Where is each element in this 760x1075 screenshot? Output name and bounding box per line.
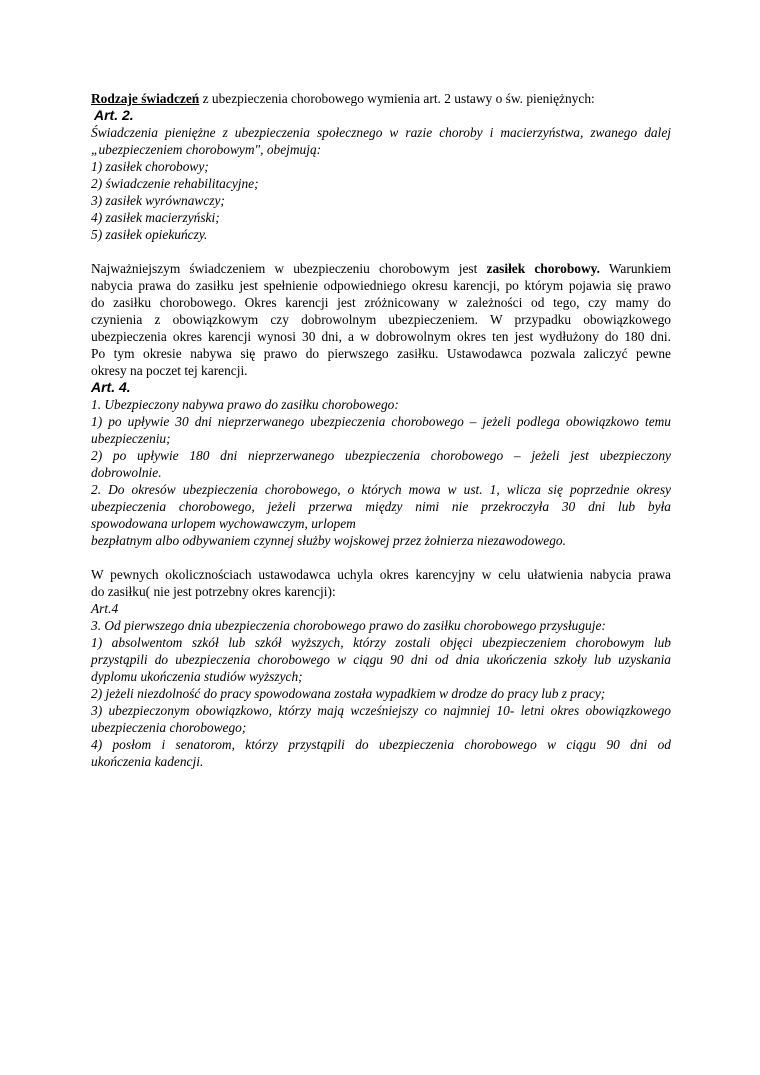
art4b-line: 4) posłom i senatorom, którzy przystąpili do ubezpieczenia chorobowego w ciągu 90 dni od [91, 737, 671, 752]
para1-line: Po tym okresie nabywa się prawo do pierwszego zasiłku. Ustawodawca pozwala zaliczyć pewne [91, 346, 671, 361]
para1-line: do zasiłku chorobowego. Okres karencji jest zróżnicowany w zależności od tego, czy mamy do [91, 295, 671, 310]
para1-line: okresy na poczet tej karencji. [91, 363, 248, 378]
art4b-line: ubezpieczenia chorobowego; [91, 720, 247, 735]
para1-text-c: Warunkiem [599, 261, 671, 276]
art4b-line: 2) jeżeli niezdolność do pracy spowodowana została wypadkiem w drodze do pracy lub z pracy; [91, 686, 606, 701]
art4b-line: 3. Od pierwszego dnia ubezpieczenia chorobowego prawo do zasiłku chorobowego przysługuje: [91, 618, 606, 633]
art4-heading: Art. 4. [91, 379, 131, 395]
para1-line: ubezpieczenia okres karencji wynosi 30 dni, a w dobrowolnym okres ten jest wydłużony do 180 dni. [91, 329, 671, 344]
art2-line: 5) zasiłek opiekuńczy. [91, 227, 208, 242]
art4b-line: 1) absolwentom szkół lub szkół wyższych, którzy zostali objęci ubezpieczeniem chorobowym lub [91, 635, 671, 650]
art4b-line: 3) ubezpieczonym obowiązkowo, którzy mają wcześniejszy co najmniej 10- letni okres obowiązkowego [91, 703, 671, 718]
art4-line: 1. Ubezpieczony nabywa prawo do zasiłku chorobowego: [91, 397, 399, 412]
intro-rest: z ubezpieczenia chorobowego wymienia art. 2 ustawy o św. pieniężnych: [199, 91, 595, 106]
para1-text-a: Najważniejszym świadczeniem w ubezpieczeniu chorobowym jest [91, 261, 487, 276]
art4-line: 2. Do okresów ubezpieczenia chorobowego, o których mowa w ust. 1, wlicza się poprzednie okresy [91, 482, 671, 497]
para1-line: czynienia z obowiązkowym czy dobrowolnym ubezpieczeniem. W przypadku obowiązkowego [91, 312, 671, 327]
art2-line: 4) zasiłek macierzyński; [91, 210, 220, 225]
art2-line: 1) zasiłek chorobowy; [91, 159, 209, 174]
intro-line [91, 90, 671, 107]
para1-bold: zasiłek chorobowy. [486, 261, 600, 276]
para1-line [91, 260, 671, 277]
spacer [91, 549, 671, 566]
art4-line: ubezpieczenia chorobowego, jeżeli przerwa między nimi nie przekroczyła 30 dni lub była [91, 499, 671, 514]
art2-line: 2) świadczenie rehabilitacyjne; [91, 176, 259, 191]
spacer [91, 243, 671, 260]
art4-line: dobrowolnie. [91, 465, 162, 480]
art4-line: spowodowana urlopem wychowawczym, urlopem [91, 516, 356, 531]
para2-line: W pewnych okolicznościach ustawodawca uchyla okres karencyjny w celu ułatwienia nabycia prawa [91, 567, 671, 582]
para1-line: nabycia prawa do zasiłku jest spełnienie odpowiedniego okresu karencji, po którym pojawia się prawo [91, 278, 671, 293]
art4-line: bezpłatnym albo odbywaniem czynnej służby wojskowej przez żołnierza niezawodowego. [91, 533, 566, 548]
document-body [91, 90, 671, 770]
art2-line: Świadczenia pieniężne z ubezpieczenia społecznego w razie choroby i macierzyństwa, zwanego dalej [91, 125, 671, 140]
art4b-line: przystąpili do ubezpieczenia chorobowego w ciągu 90 dni od dnia ukończenia szkoły lub uzyskania [91, 652, 671, 667]
intro-lead: Rodzaje świadczeń [91, 91, 200, 106]
art4b-line: dyplomu ukończenia studiów wyższych; [91, 669, 303, 684]
art4-line: ubezpieczeniu; [91, 431, 171, 446]
art2-line: 3) zasiłek wyrównawczy; [91, 193, 225, 208]
art4b-heading: Art.4 [91, 601, 119, 616]
art4-line: 2) po upływie 180 dni nieprzerwanego ubezpieczenia chorobowego – jeżeli jest ubezpieczony [91, 448, 671, 463]
art4b-line: ukończenia kadencji. [91, 754, 204, 769]
art4-line: 1) po upływie 30 dni nieprzerwanego ubezpieczenia chorobowego – jeżeli podlega obowiązkowo temu [91, 414, 671, 429]
art2-line: „ubezpieczeniem chorobowym", obejmują: [91, 142, 322, 157]
para2-line: do zasiłku( nie jest potrzebny okres karencji): [91, 584, 336, 599]
art2-heading: Art. 2. [94, 107, 134, 123]
